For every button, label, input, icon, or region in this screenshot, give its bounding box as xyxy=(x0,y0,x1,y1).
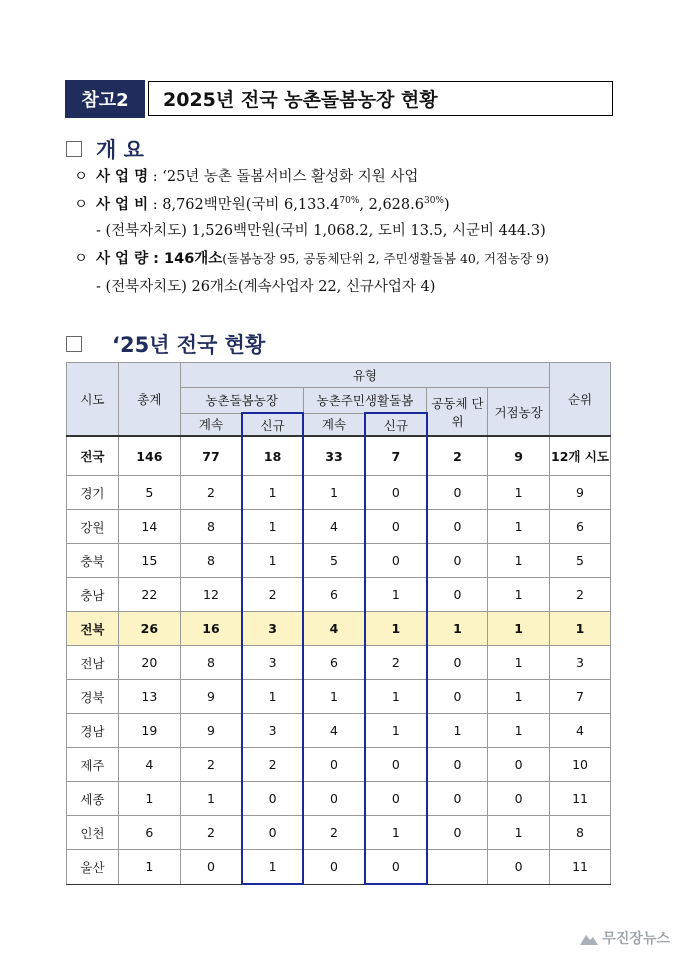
table-cell: 2 xyxy=(180,748,242,782)
table-cell: 2 xyxy=(550,578,611,612)
table-cell: 강원 xyxy=(67,510,119,544)
budget-sub-line: - (전북자치도) 1,526백만원(국비 1,068.2, 도비 13.5, 시군비 444.3) xyxy=(96,223,546,239)
table-row xyxy=(67,816,611,850)
table-cell: 19 xyxy=(118,714,180,748)
table-cell: 8 xyxy=(550,816,611,850)
status-table xyxy=(66,362,611,885)
table-cell: 4 xyxy=(303,510,365,544)
table-cell: 26 xyxy=(118,612,180,646)
table-cell: 4 xyxy=(118,748,180,782)
table-cell: 0 xyxy=(365,510,427,544)
table-cell: 9 xyxy=(180,680,242,714)
table-cell: 0 xyxy=(180,850,242,885)
table-cell: 1 xyxy=(118,850,180,885)
bullet-icon: ㅇ xyxy=(74,251,89,267)
quantity-line xyxy=(74,247,549,268)
table-cell: 1 xyxy=(242,510,303,544)
table-cell: 8 xyxy=(180,544,242,578)
table-cell: 1 xyxy=(365,612,427,646)
table-cell: 7 xyxy=(550,680,611,714)
status-heading-text: ‘25년 전국 현황 xyxy=(112,333,266,357)
table-cell: 12 xyxy=(180,578,242,612)
bullet-icon: ㅇ xyxy=(74,197,89,213)
table-cell: 10 xyxy=(550,748,611,782)
table-cell: 0 xyxy=(303,748,365,782)
col-resident: 농촌주민생활돌봄 xyxy=(303,388,427,414)
table-cell: 0 xyxy=(427,748,488,782)
project-name-label: 사 업 명 xyxy=(96,169,149,185)
table-cell: 1 xyxy=(118,782,180,816)
table-cell: 3 xyxy=(242,714,303,748)
table-cell: 0 xyxy=(303,850,365,885)
table-cell: 1 xyxy=(488,476,550,510)
table-cell: 0 xyxy=(427,680,488,714)
table-cell: 경북 xyxy=(67,680,119,714)
table-cell: 13 xyxy=(118,680,180,714)
table-cell: 3 xyxy=(550,646,611,680)
table-row xyxy=(67,544,611,578)
table-cell: 4 xyxy=(303,714,365,748)
table-cell: 경기 xyxy=(67,476,119,510)
col-farm: 농촌돌봄농장 xyxy=(180,388,303,414)
reference-tag: 참고2 xyxy=(65,80,145,118)
project-name-value: : ‘25년 농촌 돌봄서비스 활성화 지원 사업 xyxy=(152,169,419,185)
table-cell: 1 xyxy=(303,476,365,510)
table-cell: 1 xyxy=(488,714,550,748)
table-cell: 제주 xyxy=(67,748,119,782)
table-cell: 4 xyxy=(303,612,365,646)
table-cell: 0 xyxy=(365,544,427,578)
table-cell: 1 xyxy=(242,850,303,885)
table-cell: 1 xyxy=(303,680,365,714)
table-cell: 0 xyxy=(365,782,427,816)
document-title: 2025년 전국 농촌돌봄농장 현황 xyxy=(148,81,613,116)
project-name-line xyxy=(74,165,418,186)
table-cell: 6 xyxy=(550,510,611,544)
table-cell: 20 xyxy=(118,646,180,680)
col-farm-new: 신규 xyxy=(242,413,303,436)
table-cell: 1 xyxy=(488,816,550,850)
table-cell: 8 xyxy=(180,510,242,544)
table-cell: 1 xyxy=(242,476,303,510)
national-share: 70% xyxy=(339,196,360,207)
table-cell: 11 xyxy=(550,782,611,816)
table-cell: 1 xyxy=(427,612,488,646)
table-cell: 0 xyxy=(427,510,488,544)
mountain-logo-icon xyxy=(580,931,598,945)
table-row xyxy=(67,680,611,714)
table-cell: 0 xyxy=(303,782,365,816)
col-resident-cont: 계속 xyxy=(303,413,365,436)
table-cell: 1 xyxy=(242,544,303,578)
table-cell: 7 xyxy=(365,436,427,476)
table-cell: 전북 xyxy=(67,612,119,646)
table-cell: 0 xyxy=(365,748,427,782)
budget-end: ) xyxy=(444,197,450,213)
table-cell: 1 xyxy=(488,612,550,646)
table-cell: 1 xyxy=(488,646,550,680)
table-cell xyxy=(427,850,488,885)
checkbox-icon xyxy=(66,141,82,157)
table-cell: 9 xyxy=(550,476,611,510)
table-cell: 22 xyxy=(118,578,180,612)
table-cell: 2 xyxy=(427,436,488,476)
budget-local: , 2,628.6 xyxy=(359,197,424,213)
table-cell: 33 xyxy=(303,436,365,476)
table-cell: 2 xyxy=(180,476,242,510)
col-farm-cont: 계속 xyxy=(180,413,242,436)
table-cell: 6 xyxy=(303,646,365,680)
table-cell: 0 xyxy=(427,816,488,850)
table-cell: 1 xyxy=(488,510,550,544)
col-resident-new: 신규 xyxy=(365,413,427,436)
table-cell: 1 xyxy=(242,680,303,714)
table-cell: 0 xyxy=(365,850,427,885)
table-cell: 1 xyxy=(180,782,242,816)
col-rank: 순위 xyxy=(550,363,611,437)
table-cell: 15 xyxy=(118,544,180,578)
table-row xyxy=(67,646,611,680)
table-cell: 0 xyxy=(488,782,550,816)
table-cell: 77 xyxy=(180,436,242,476)
table-row xyxy=(67,510,611,544)
table-cell: 2 xyxy=(365,646,427,680)
col-hub: 거점농장 xyxy=(488,388,550,437)
overview-heading-text: 개 요 xyxy=(96,138,144,162)
table-row xyxy=(67,748,611,782)
bullet-icon: ㅇ xyxy=(74,169,89,185)
budget-line xyxy=(74,193,450,214)
table-cell: 충남 xyxy=(67,578,119,612)
checkbox-icon xyxy=(66,336,82,352)
table-cell: 0 xyxy=(488,748,550,782)
table-cell: 11 xyxy=(550,850,611,885)
table-cell: 16 xyxy=(180,612,242,646)
table-cell: 0 xyxy=(242,782,303,816)
table-cell: 2 xyxy=(303,816,365,850)
table-row-total xyxy=(67,436,611,476)
table-cell: 1 xyxy=(488,544,550,578)
budget-value: : 8,762백만원(국비 6,133.4 xyxy=(152,197,340,213)
table-cell: 4 xyxy=(550,714,611,748)
table-cell: 146 xyxy=(118,436,180,476)
table-cell: 6 xyxy=(303,578,365,612)
table-row xyxy=(67,578,611,612)
table-cell: 0 xyxy=(427,782,488,816)
overview-heading xyxy=(66,134,144,164)
table-cell: 5 xyxy=(118,476,180,510)
col-region: 시도 xyxy=(67,363,119,437)
col-type: 유형 xyxy=(180,363,549,388)
table-cell: 1 xyxy=(365,816,427,850)
table-cell: 충북 xyxy=(67,544,119,578)
table-cell: 1 xyxy=(550,612,611,646)
table-cell: 3 xyxy=(242,646,303,680)
table-cell: 1 xyxy=(365,714,427,748)
table-cell: 1 xyxy=(365,578,427,612)
watermark-text: 무진장뉴스 xyxy=(602,931,670,947)
table-cell: 5 xyxy=(303,544,365,578)
table-cell: 3 xyxy=(242,612,303,646)
table-row xyxy=(67,714,611,748)
table-cell: 0 xyxy=(427,578,488,612)
table-row xyxy=(67,612,611,646)
table-cell: 18 xyxy=(242,436,303,476)
quantity-label: 사 업 량 : 146개소 xyxy=(96,251,223,267)
watermark xyxy=(580,928,670,948)
table-cell: 5 xyxy=(550,544,611,578)
quantity-sub-line: - (전북자치도) 26개소(계속사업자 22, 신규사업자 4) xyxy=(96,279,436,295)
table-cell: 1 xyxy=(365,680,427,714)
table-cell: 2 xyxy=(242,748,303,782)
table-cell: 6 xyxy=(118,816,180,850)
table-cell: 8 xyxy=(180,646,242,680)
table-cell: 9 xyxy=(180,714,242,748)
table-cell: 전국 xyxy=(67,436,119,476)
table-cell: 0 xyxy=(427,476,488,510)
budget-label: 사 업 비 xyxy=(96,197,149,213)
table-cell: 9 xyxy=(488,436,550,476)
table-cell: 12개 시도 xyxy=(550,436,611,476)
table-cell: 1 xyxy=(488,578,550,612)
table-cell: 2 xyxy=(242,578,303,612)
table-cell: 경남 xyxy=(67,714,119,748)
local-share: 30% xyxy=(423,196,444,207)
table-cell: 14 xyxy=(118,510,180,544)
col-total: 총계 xyxy=(118,363,180,437)
quantity-detail: (돌봄농장 95, 공동체단위 2, 주민생활돌봄 40, 거점농장 9) xyxy=(222,251,549,266)
col-community: 공동체 단위 xyxy=(427,388,488,437)
table-row xyxy=(67,476,611,510)
table-cell: 울산 xyxy=(67,850,119,885)
table-cell: 0 xyxy=(242,816,303,850)
table-cell: 인천 xyxy=(67,816,119,850)
table-cell: 1 xyxy=(427,714,488,748)
table-cell: 0 xyxy=(365,476,427,510)
table-row xyxy=(67,850,611,885)
table-row xyxy=(67,782,611,816)
table-cell: 세종 xyxy=(67,782,119,816)
status-heading xyxy=(66,329,265,359)
table-cell: 0 xyxy=(427,544,488,578)
table-cell: 1 xyxy=(488,680,550,714)
table-cell: 0 xyxy=(488,850,550,885)
table-cell: 2 xyxy=(180,816,242,850)
table-cell: 0 xyxy=(427,646,488,680)
table-cell: 전남 xyxy=(67,646,119,680)
